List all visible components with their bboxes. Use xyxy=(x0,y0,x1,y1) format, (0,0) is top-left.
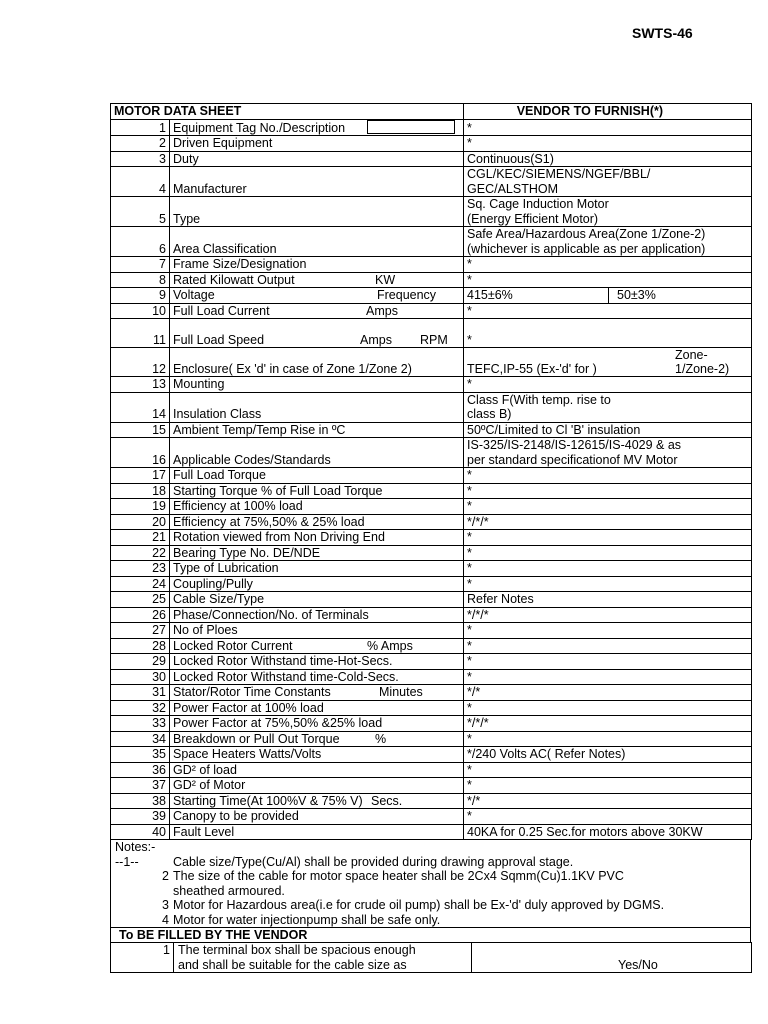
row-description xyxy=(170,592,464,608)
value-line-2: GEC/ALSTHOM xyxy=(467,181,559,196)
value-text: * xyxy=(467,623,472,637)
vendor-fill-table xyxy=(110,942,752,973)
table-row xyxy=(111,762,752,778)
note-number: 2 xyxy=(162,869,169,883)
unit-label: Minutes xyxy=(379,685,423,699)
description-text: Equipment Tag No./Description xyxy=(173,120,346,135)
unit-label: Amps xyxy=(366,303,398,318)
row-description xyxy=(170,561,464,577)
vendor-fill-line1: The terminal box shall be spacious enough xyxy=(178,943,416,957)
description-text: Driven Equipment xyxy=(173,136,273,150)
row-value xyxy=(464,669,752,685)
row-description xyxy=(170,654,464,670)
value-text: * xyxy=(467,576,472,591)
description-text: Full Load Torque xyxy=(173,468,266,482)
row-value xyxy=(464,483,752,499)
row-value xyxy=(464,561,752,577)
table-row xyxy=(111,288,752,304)
row-value-b: 50±3% xyxy=(609,288,752,304)
table-row xyxy=(111,747,752,763)
description-text: Bearing Type No. DE/NDE xyxy=(173,545,321,560)
row-description xyxy=(170,530,464,546)
row-number: 2 xyxy=(111,136,170,152)
row-description xyxy=(170,669,464,685)
notes-title xyxy=(111,840,750,855)
value-line-2: (whichever is applicable as per application) xyxy=(467,241,706,256)
value-text: * xyxy=(467,561,472,575)
unit-label: KW xyxy=(375,272,396,287)
description-text: Breakdown or Pull Out Torque xyxy=(173,731,340,746)
row-number: 40 xyxy=(111,824,170,840)
unit-label: Frequency xyxy=(377,288,437,302)
row-number: 21 xyxy=(111,530,170,546)
row-value xyxy=(464,576,752,592)
unit-label-rpm: RPM xyxy=(420,332,448,347)
row-value xyxy=(464,530,752,546)
row-description xyxy=(170,700,464,716)
row-description xyxy=(170,747,464,763)
row-description xyxy=(170,514,464,530)
row-number: 17 xyxy=(111,468,170,484)
row-description xyxy=(170,576,464,592)
note-text: Motor for Hazardous area(i.e for crude oil pump) shall be Ex-'d' duly approved by DGMS. xyxy=(173,898,665,912)
row-value xyxy=(464,762,752,778)
value-text: TEFC,IP-55 (Ex-'d' for ) xyxy=(467,361,597,376)
value-text: */*/* xyxy=(467,607,489,622)
description-text: Rotation viewed from Non Driving End xyxy=(173,530,385,544)
row-description xyxy=(170,377,464,393)
row-value xyxy=(464,747,752,763)
note-item xyxy=(111,869,750,884)
description-text: Manufacturer xyxy=(173,181,247,196)
table-row xyxy=(111,303,752,319)
row-number: 35 xyxy=(111,747,170,763)
value-text: * xyxy=(467,303,472,318)
description-text: Power Factor at 75%,50% &25% load xyxy=(173,716,383,730)
row-description xyxy=(170,167,464,197)
row-value xyxy=(464,793,752,809)
value-text: 50ºC/Limited to Cl 'B' insulation xyxy=(467,422,641,437)
value-text: */* xyxy=(467,793,481,808)
header-row xyxy=(111,104,752,120)
row-value xyxy=(464,136,752,152)
row-number: 10 xyxy=(111,303,170,319)
description-text: Starting Torque % of Full Load Torque xyxy=(173,483,383,498)
row-number: 33 xyxy=(111,716,170,732)
row-description xyxy=(170,499,464,515)
row-description xyxy=(170,824,464,840)
description-text: Duty xyxy=(173,151,199,166)
table-row xyxy=(111,809,752,825)
row-value xyxy=(464,119,752,136)
row-value xyxy=(464,499,752,515)
table-row xyxy=(111,685,752,701)
value-text: * xyxy=(467,530,472,544)
row-value xyxy=(464,197,752,227)
description-text: Mounting xyxy=(173,377,225,391)
row-description xyxy=(170,319,464,348)
vendor-fill-answer: Yes/No xyxy=(472,943,752,973)
description-text: Type xyxy=(173,211,201,226)
unit-label: Secs. xyxy=(371,793,403,808)
unit-label: % Amps xyxy=(367,638,413,653)
row-number: 38 xyxy=(111,793,170,809)
value-line-2: class B) xyxy=(467,407,512,421)
description-text: Full Load Speed xyxy=(173,332,265,347)
value-text: */240 Volts AC( Refer Notes) xyxy=(467,747,626,761)
value-line-2: (Energy Efficient Motor) xyxy=(467,211,599,226)
row-number: 6 xyxy=(111,227,170,257)
table-row xyxy=(111,119,752,136)
value-text: * xyxy=(467,483,472,498)
table-row xyxy=(111,545,752,561)
value-text: Refer Notes xyxy=(467,592,534,606)
row-value xyxy=(464,731,752,747)
row-value xyxy=(464,685,752,701)
table-row xyxy=(111,576,752,592)
note-text: Cable size/Type(Cu/Al) shall be provided during drawing approval stage. xyxy=(173,854,574,869)
row-value xyxy=(464,303,752,319)
value-line-1: IS-325/IS-2148/IS-12615/IS-4029 & as xyxy=(467,438,682,452)
row-value xyxy=(464,438,752,468)
table-row xyxy=(111,638,752,654)
row-number: 9 xyxy=(111,288,170,304)
value-text: * xyxy=(467,272,472,287)
row-description xyxy=(170,151,464,167)
row-value xyxy=(464,514,752,530)
value-line-1: Class F(With temp. rise to xyxy=(467,392,611,407)
vendor-header: VENDOR TO FURNISH(*) xyxy=(464,104,752,120)
row-description xyxy=(170,809,464,825)
value-text: * xyxy=(467,468,472,482)
description-text: Efficiency at 100% load xyxy=(173,499,303,513)
row-description xyxy=(170,422,464,438)
row-number: 23 xyxy=(111,561,170,577)
row-value xyxy=(464,377,752,393)
value-text: * xyxy=(467,545,472,560)
row-description xyxy=(170,197,464,227)
table-row xyxy=(111,468,752,484)
row-description xyxy=(170,119,464,136)
row-number: 28 xyxy=(111,638,170,654)
row-number: 1 xyxy=(111,119,170,136)
value-zone-top: Zone- xyxy=(675,348,708,362)
row-description xyxy=(170,136,464,152)
table-row xyxy=(111,483,752,499)
table-row xyxy=(111,167,752,197)
table-row xyxy=(111,272,752,288)
table-row xyxy=(111,227,752,257)
value-line-2: per standard specificationof MV Motor xyxy=(467,452,678,467)
value-text: * xyxy=(467,654,472,668)
note-number: --1-- xyxy=(115,854,139,869)
value-line-1: Safe Area/Hazardous Area(Zone 1/Zone-2) xyxy=(467,227,706,241)
row-value xyxy=(464,422,752,438)
description-text: Area Classification xyxy=(173,241,277,256)
row-value xyxy=(464,654,752,670)
row-number: 18 xyxy=(111,483,170,499)
row-value xyxy=(464,151,752,167)
row-description xyxy=(170,288,464,304)
table-row xyxy=(111,623,752,639)
note-text: Motor for water injectionpump shall be safe only. xyxy=(173,912,441,927)
row-description xyxy=(170,272,464,288)
description-text: GD² of Motor xyxy=(173,778,246,792)
value-text: */* xyxy=(467,685,481,699)
note-number: 3 xyxy=(162,898,169,912)
description-text: Locked Rotor Current xyxy=(173,638,293,653)
value-text: */*/* xyxy=(467,514,489,529)
value-line-1: CGL/KEC/SIEMENS/NGEF/BBL/ xyxy=(467,167,651,181)
motor-data-sheet xyxy=(110,103,751,973)
row-number: 24 xyxy=(111,576,170,592)
table-row xyxy=(111,669,752,685)
description-text: Type of Lubrication xyxy=(173,561,279,575)
note-number: 4 xyxy=(162,912,169,927)
vendor-fill-row xyxy=(111,943,752,973)
row-number: 13 xyxy=(111,377,170,393)
vendor-fill-line2: and shall be suitable for the cable size as xyxy=(178,957,407,972)
table-row xyxy=(111,319,752,348)
tag-input-box xyxy=(367,120,455,134)
row-number: 3 xyxy=(111,151,170,167)
row-description xyxy=(170,483,464,499)
note-item xyxy=(111,884,750,899)
row-description xyxy=(170,731,464,747)
description-text: No of Ploes xyxy=(173,623,238,637)
table-row xyxy=(111,499,752,515)
note-item xyxy=(111,898,750,913)
table-row xyxy=(111,422,752,438)
table-row xyxy=(111,607,752,623)
description-text: Canopy to be provided xyxy=(173,809,299,823)
row-description xyxy=(170,348,464,377)
table-row xyxy=(111,348,752,377)
value-zone-bottom: 1/Zone-2) xyxy=(675,361,730,376)
row-value xyxy=(464,167,752,197)
description-text: Coupling/Pully xyxy=(173,576,253,591)
row-description xyxy=(170,623,464,639)
row-number: 5 xyxy=(111,197,170,227)
vendor-fill-title: To BE FILLED BY THE VENDOR xyxy=(110,927,751,942)
data-table xyxy=(110,103,752,840)
note-item xyxy=(111,913,750,928)
row-description xyxy=(170,227,464,257)
row-value xyxy=(464,623,752,639)
row-value xyxy=(464,392,752,422)
row-description xyxy=(170,303,464,319)
description-text: Locked Rotor Withstand time-Hot-Secs. xyxy=(173,654,393,668)
row-value xyxy=(464,272,752,288)
value-text: * xyxy=(467,638,472,653)
row-number: 32 xyxy=(111,700,170,716)
row-number: 30 xyxy=(111,669,170,685)
row-description xyxy=(170,545,464,561)
table-row xyxy=(111,151,752,167)
table-row xyxy=(111,592,752,608)
value-text: * xyxy=(467,332,472,347)
row-number: 4 xyxy=(111,167,170,197)
row-value xyxy=(464,700,752,716)
row-number: 8 xyxy=(111,272,170,288)
value-line-1: Sq. Cage Induction Motor xyxy=(467,197,609,211)
row-number: 36 xyxy=(111,762,170,778)
description-text: Stator/Rotor Time Constants xyxy=(173,685,331,699)
table-row xyxy=(111,654,752,670)
table-row xyxy=(111,561,752,577)
table-row xyxy=(111,136,752,152)
description-text: Phase/Connection/No. of Terminals xyxy=(173,607,369,622)
description-text: Rated Kilowatt Output xyxy=(173,272,295,287)
description-text: Fault Level xyxy=(173,824,235,839)
description-text: Frame Size/Designation xyxy=(173,257,307,271)
row-description xyxy=(170,793,464,809)
note-item xyxy=(111,855,750,870)
row-description xyxy=(170,778,464,794)
row-description xyxy=(170,468,464,484)
value-text: * xyxy=(467,778,472,792)
row-value xyxy=(464,257,752,273)
value-text: */*/* xyxy=(467,716,489,730)
description-text: Cable Size/Type xyxy=(173,592,265,606)
row-number: 19 xyxy=(111,499,170,515)
description-text: Efficiency at 75%,50% & 25% load xyxy=(173,514,365,529)
row-value xyxy=(464,227,752,257)
row-value xyxy=(464,545,752,561)
unit-label: % xyxy=(375,731,387,746)
table-row xyxy=(111,392,752,422)
row-number: 37 xyxy=(111,778,170,794)
row-number: 12 xyxy=(111,348,170,377)
table-row xyxy=(111,514,752,530)
description-text: Locked Rotor Withstand time-Cold-Secs. xyxy=(173,669,399,684)
value-text: * xyxy=(467,120,472,135)
row-value xyxy=(464,824,752,840)
row-number: 16 xyxy=(111,438,170,468)
row-number: 26 xyxy=(111,607,170,623)
row-value xyxy=(464,592,752,608)
value-text: * xyxy=(467,669,472,684)
row-description xyxy=(170,607,464,623)
table-row xyxy=(111,778,752,794)
table-row xyxy=(111,377,752,393)
notes-section xyxy=(110,840,751,927)
row-description xyxy=(170,392,464,422)
row-value xyxy=(464,348,752,377)
notes-title-text: Notes:- xyxy=(115,840,156,854)
value-text: * xyxy=(467,809,472,823)
row-number: 14 xyxy=(111,392,170,422)
description-text: GD² of load xyxy=(173,762,237,777)
value-text: * xyxy=(467,257,472,271)
vendor-fill-number: 1 xyxy=(111,943,174,973)
description-text: Full Load Current xyxy=(173,303,270,318)
row-description xyxy=(170,762,464,778)
description-text: Enclosure( Ex 'd' in case of Zone 1/Zone 2) xyxy=(173,361,412,376)
row-value: 415±6% xyxy=(464,288,609,304)
document-id: SWTS-46 xyxy=(632,25,693,41)
table-row xyxy=(111,716,752,732)
value-text: * xyxy=(467,731,472,746)
sheet-title: MOTOR DATA SHEET xyxy=(111,104,464,120)
row-number: 15 xyxy=(111,422,170,438)
row-value xyxy=(464,607,752,623)
row-number: 29 xyxy=(111,654,170,670)
row-value xyxy=(464,638,752,654)
table-row xyxy=(111,257,752,273)
description-text: Power Factor at 100% load xyxy=(173,700,324,715)
row-number: 7 xyxy=(111,257,170,273)
description-text: Ambient Temp/Temp Rise in ºC xyxy=(173,422,346,437)
row-value xyxy=(464,809,752,825)
row-number: 11 xyxy=(111,319,170,348)
row-value xyxy=(464,319,752,348)
table-row xyxy=(111,731,752,747)
table-row xyxy=(111,700,752,716)
row-value xyxy=(464,716,752,732)
description-text: Applicable Codes/Standards xyxy=(173,452,331,467)
row-number: 39 xyxy=(111,809,170,825)
table-row xyxy=(111,793,752,809)
vendor-fill-text xyxy=(174,943,472,973)
description-text: Starting Time(At 100%V & 75% V) xyxy=(173,793,363,808)
value-text: * xyxy=(467,499,472,513)
unit-label: Amps xyxy=(360,332,392,347)
row-number: 22 xyxy=(111,545,170,561)
description-text: Insulation Class xyxy=(173,407,262,421)
row-description xyxy=(170,438,464,468)
row-value xyxy=(464,468,752,484)
value-text: 40KA for 0.25 Sec.for motors above 30KW xyxy=(467,824,703,839)
note-text: sheathed armoured. xyxy=(173,883,285,898)
value-text: * xyxy=(467,136,472,150)
row-description xyxy=(170,716,464,732)
row-description xyxy=(170,257,464,273)
row-description xyxy=(170,685,464,701)
table-row xyxy=(111,530,752,546)
table-row xyxy=(111,438,752,468)
row-number: 34 xyxy=(111,731,170,747)
description-text: Space Heaters Watts/Volts xyxy=(173,747,322,761)
value-text: * xyxy=(467,762,472,777)
row-number: 25 xyxy=(111,592,170,608)
table-row xyxy=(111,824,752,840)
value-text: * xyxy=(467,700,472,715)
description-text: Voltage xyxy=(173,288,215,302)
value-text: * xyxy=(467,377,472,391)
row-number: 27 xyxy=(111,623,170,639)
row-number: 20 xyxy=(111,514,170,530)
note-text: The size of the cable for motor space heater shall be 2Cx4 Sqmm(Cu)1.1KV PVC xyxy=(173,869,624,883)
value-text: Continuous(S1) xyxy=(467,151,554,166)
row-description xyxy=(170,638,464,654)
table-row xyxy=(111,197,752,227)
row-number: 31 xyxy=(111,685,170,701)
row-value xyxy=(464,778,752,794)
